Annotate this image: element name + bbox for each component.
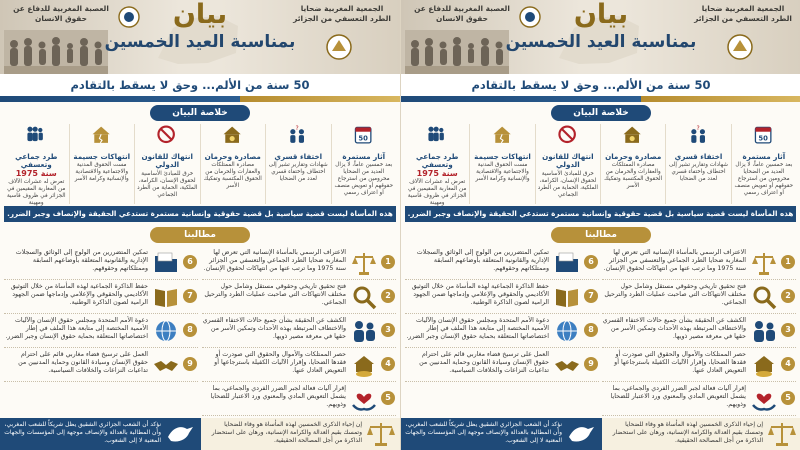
summary-card-title: آثار مستمرة	[342, 152, 386, 161]
summary-card	[265, 124, 331, 204]
summary-card-title: طرد جماعي وتعسفي	[15, 152, 58, 170]
scales-of-justice-icon	[767, 421, 797, 447]
summary-card	[731, 124, 796, 204]
un-globe-icon	[152, 317, 180, 345]
justice-scale-icon	[750, 249, 778, 277]
demand-text: دعوة الأمم المتحدة ومجلس حقوق الإنسان والآليات الأممية المختصة إلى متابعة هذا الملف في إطار اختصاصاتها المتعلقة بحماية حقوق الإنسان وجبر الضرر.	[406, 317, 549, 341]
demand-item	[405, 280, 599, 314]
svg-text:?: ?	[295, 125, 299, 132]
organization-logo	[326, 34, 352, 60]
handshake-icon	[152, 351, 180, 379]
summary-card-title: اختفاء قسري	[674, 152, 723, 161]
demand-item	[602, 382, 796, 416]
demand-number: 6	[183, 255, 197, 269]
summary-heading: خلاصة البيان	[150, 105, 250, 121]
refugee-crowd-illustration	[4, 30, 108, 74]
magnifier-icon	[350, 283, 378, 311]
demands-column-left	[4, 246, 198, 416]
header	[0, 0, 400, 74]
demand-item	[202, 382, 396, 416]
demand-text: الكشف عن الحقيقة بشأن جميع حالات الاختفاء القسري والاختطاف المرتبطة بهذه الأحداث وتمكين الأسر من حقها في معرفة مصير ذويها.	[602, 317, 746, 341]
calendar-50-icon	[351, 124, 377, 148]
demand-number: 7	[183, 289, 197, 303]
demand-text: إقرار آليات فعالة لجبر الضرر الفردي والجماعي، بما يشمل التعويض المادي والمعنوي ورد الاعتبار للضحايا وذويهم.	[610, 385, 746, 409]
demand-text: حفظ الذاكرة الجماعية لهذه المأساة من خلال التوثيق الأكاديمي والحقوقي والإعلامي وإدماجها ضمن الجهود الرامية لصون الذاكرة الوطنية.	[10, 283, 148, 307]
association-name: الجمعية المغربية ضحايا الطرد التعسفي من الجزائر	[293, 4, 391, 23]
demand-item	[4, 246, 198, 280]
summary-card-title: اختفاء قسري	[274, 152, 323, 161]
summary-card-desc: مصادرة الممتلكات والعقارات والحرمان من الحقوق المكتسبة وتفكيك الأسر	[604, 162, 663, 190]
house-money-icon	[220, 124, 246, 148]
demand-text: فتح تحقيق تاريخي وحقوقي مستقل وشامل حول مختلف الانتهاكات التي صاحبت عمليات الطرد والترحيل الجماعي.	[604, 283, 746, 307]
footer	[0, 418, 400, 450]
dove-icon	[165, 421, 195, 447]
demand-item	[602, 280, 796, 314]
heart-hands-icon	[750, 385, 778, 413]
footer-memory-note	[201, 418, 400, 450]
demand-item	[4, 348, 198, 382]
broken-house-icon	[490, 124, 516, 148]
summary-cards	[4, 124, 396, 207]
calendar-50-icon	[751, 124, 777, 148]
summary-card-desc: بعد خمسين عاماً، لا يزال العديد من الضحايا محرومين من استرجاع حقوقهم أو تعويض منصف أو اعتراف رسمي	[334, 162, 394, 197]
footer-memory-note	[602, 418, 800, 450]
demands-heading: مطالبنا	[551, 227, 651, 243]
people-icon	[350, 317, 378, 345]
footer	[401, 418, 800, 450]
un-globe-icon	[553, 317, 581, 345]
demand-number: 4	[781, 357, 795, 371]
summary-card-desc: تعرض له عشرات الآلاف من المغاربة المقيمين في الجزائر في ظروف قاسية ومهينة	[6, 179, 66, 207]
handshake-icon	[553, 351, 581, 379]
summary-card	[469, 124, 534, 204]
demand-item	[405, 314, 599, 348]
footer-memory-text: إن إحياء الذكرى الخمسين لهذه المأساة هو وفاء للضحايا وتمسك بقيم العدالة والكرامة الإنسانية، ورهان على استحضار الذاكرة من أجل المصالحة الحقيقية.	[612, 421, 763, 444]
demand-item	[602, 314, 796, 348]
demand-number: 2	[381, 289, 395, 303]
families-icon	[23, 124, 49, 148]
demand-number: 5	[381, 391, 395, 405]
demand-number: 2	[781, 289, 795, 303]
demand-item	[602, 348, 796, 382]
summary-card	[535, 124, 600, 204]
demand-number: 3	[381, 323, 395, 337]
slogan-text: 50 سنة من الألم... وحق لا يسقط بالتقادم	[70, 78, 310, 92]
summary-card-desc: شهادات وتقارير تشير إلى اختطاف واختفاء قسري لعدد من الضحايا	[669, 162, 728, 183]
summary-card-desc: خرق للمبادئ الأساسية لحقوق الإنسان، الكرامة، الملكية، الحماية من الطرد الجماعي	[537, 170, 598, 198]
demand-text: تمكين المتضررين من الولوج إلى الوثائق والسجلات الإدارية والقانونية المتعلقة بأوضاعهم السابقة وممتلكاتهم وحقوقهم.	[15, 249, 148, 273]
summary-card-title: مصادرة وحرمان	[204, 152, 261, 161]
people-question-icon	[285, 124, 311, 148]
book-icon	[152, 283, 180, 311]
league-name: العصبة المغربية للدفاع عن حقوق الانسان	[13, 4, 109, 23]
summary-card-title: انتهاك للقانون الدولي	[141, 152, 193, 170]
coins-house-icon	[750, 351, 778, 379]
folder-icon	[553, 249, 581, 277]
demand-text: حفظ الذاكرة الجماعية لهذه المأساة من خلال التوثيق الأكاديمي والحقوقي والإعلامي وإدماجها ضمن الجهود الرامية لصون الذاكرة الوطنية.	[411, 283, 549, 307]
summary-card-title: انتهاك للقانون الدولي	[542, 152, 594, 170]
summary-card-desc: مصادرة الممتلكات والعقارات والحرمان من الحقوق المكتسبة وتفكيك الأسر	[203, 162, 262, 190]
demand-item	[202, 280, 396, 314]
banner-stripe	[401, 96, 800, 102]
page-title: بيان	[172, 0, 228, 30]
footer-peoples-text: نؤكد أن الشعب الجزائري الشقيق يظل شريكاً للشعب المغربي، وأن المطالبة بالعدالة والإنصاف موجهة إلى المؤسسات والجهات المعنية لا إلى الشعوب.	[405, 421, 562, 444]
summary-card	[4, 124, 69, 207]
svg-text:50: 50	[758, 134, 768, 143]
summary-card-desc: تعرض له عشرات الآلاف من المغاربة المقيمين في الجزائر في ظروف قاسية ومهينة	[407, 179, 467, 207]
demand-number: 7	[584, 289, 598, 303]
summary-card-title: انتهاكات جسيمة	[73, 152, 131, 161]
slogan-banner	[401, 74, 800, 102]
demand-number: 3	[781, 323, 795, 337]
summary-card-desc: شهادات وتقارير تشير إلى اختطاف واختفاء قسري لعدد من الضحايا	[268, 162, 328, 183]
demands-heading: مطالبنا	[150, 227, 250, 243]
demand-text: تمكين المتضررين من الولوج إلى الوثائق والسجلات الإدارية والقانونية المتعلقة بأوضاعهم السابقة وممتلكاتهم وحقوقهم.	[416, 249, 549, 273]
summary-card	[600, 124, 665, 204]
summary-card-title: مصادرة وحرمان	[605, 152, 662, 161]
prohibition-icon	[555, 124, 581, 148]
demand-text: فتح تحقيق تاريخي وحقوقي مستقل وشامل حول مختلف الانتهاكات التي صاحبت عمليات الطرد والترحيل الجماعي.	[204, 283, 346, 307]
demand-number: 8	[183, 323, 197, 337]
summary-heading: خلاصة البيان	[551, 105, 651, 121]
demand-item	[4, 280, 198, 314]
demand-text: الاعتراف الرسمي بالمأساة الإنسانية التي تعرض لها المغاربة ضحايا الطرد الجماعي والتعسفي من الجزائر سنة 1975 وما ترتب عنها من انتهاكات لحقوق الإنسان.	[603, 249, 746, 273]
demand-number: 4	[381, 357, 395, 371]
summary-card-title: انتهاكات جسيمة	[474, 152, 531, 161]
summary-card-desc: مست الحقوق المدنية والاجتماعية والاقتصادية والإنسانية وكرامة الأسر	[475, 162, 530, 183]
svg-text:50: 50	[358, 134, 368, 143]
summary-card-desc: بعد خمسين عاماً، لا يزال العديد من الضحايا محرومين من استرجاع حقوقهم أو تعويض منصف أو اعتراف رسمي	[734, 162, 794, 197]
house-money-icon	[620, 124, 646, 148]
demands-section	[4, 246, 396, 416]
demand-number: 1	[381, 255, 395, 269]
families-icon	[424, 124, 450, 148]
summary-card	[331, 124, 397, 204]
page-subtitle: بمناسبة العيد الخمسين	[104, 32, 296, 52]
league-name: العصبة المغربية للدفاع عن حقوق الانسان	[414, 4, 510, 23]
demand-text: حصر الممتلكات والأموال والحقوق التي صودرت أو فقدها الضحايا، وإقرار الآليات الكفيلة باسترجاعها أو التعويض العادل عنها.	[214, 351, 346, 375]
summary-card-year: سنة 1975	[416, 168, 458, 178]
people-icon	[750, 317, 778, 345]
statement-page-copy-right	[400, 0, 800, 450]
slogan-banner	[0, 74, 400, 102]
slogan-text: 50 سنة من الألم... وحق لا يسقط بالتقادم	[471, 78, 711, 92]
coins-house-icon	[350, 351, 378, 379]
demand-number: 8	[584, 323, 598, 337]
footer-peoples-text: نؤكد أن الشعب الجزائري الشقيق يظل شريكاً للشعب المغربي، وأن المطالبة بالعدالة والإنصاف موجهة إلى المؤسسات والجهات المعنية لا إلى الشعوب.	[4, 421, 161, 444]
page-title: بيان	[573, 0, 629, 30]
footer-peoples-note	[0, 418, 199, 450]
demand-text: الاعتراف الرسمي بالمأساة الإنسانية التي تعرض لها المغاربة ضحايا الطرد الجماعي والتعسفي من الجزائر سنة 1975 وما ترتب عنها من انتهاكات لحقوق الإنسان.	[203, 249, 346, 273]
summary-card-title: آثار مستمرة	[742, 152, 786, 161]
summary-card-title: طرد جماعي وتعسفي	[416, 152, 459, 170]
footer-memory-text: إن إحياء الذكرى الخمسين لهذه المأساة هو وفاء للضحايا وتمسك بقيم العدالة والكرامة الإنسانية، ورهان على استحضار الذاكرة من أجل المصالحة الحقيقية.	[211, 421, 362, 444]
svg-text:?: ?	[696, 125, 700, 132]
demands-column-right	[602, 246, 796, 416]
demand-number: 6	[584, 255, 598, 269]
demand-item	[4, 314, 198, 348]
justice-scale-icon	[350, 249, 378, 277]
demand-item	[202, 348, 396, 382]
summary-card-desc: خرق للمبادئ الأساسية لحقوق الإنسان، الكرامة، الملكية، الحماية من الطرد الجماعي	[137, 170, 198, 198]
demand-text: الكشف عن الحقيقة بشأن جميع حالات الاختفاء القسري والاختطاف المرتبطة بهذه الأحداث وتمكين الأسر من حقها في معرفة مصير ذويها.	[202, 317, 346, 341]
prohibition-icon	[154, 124, 180, 148]
demands-column-left	[405, 246, 599, 416]
footer-peoples-note	[401, 418, 600, 450]
demand-text: حصر الممتلكات والأموال والحقوق التي صودرت أو فقدها الضحايا، وإقرار الآليات الكفيلة باسترجاعها أو التعويض العادل عنها.	[614, 351, 746, 375]
summary-card	[665, 124, 730, 204]
page-subtitle: بمناسبة العيد الخمسين	[505, 32, 697, 52]
demand-number: 9	[183, 357, 197, 371]
demand-item	[602, 246, 796, 280]
demand-item	[405, 246, 599, 280]
association-name: الجمعية المغربية ضحايا الطرد التعسفي من الجزائر	[694, 4, 792, 23]
book-icon	[553, 283, 581, 311]
demand-item	[202, 314, 396, 348]
dove-icon	[566, 421, 596, 447]
demands-section	[405, 246, 796, 416]
summary-card-desc: مست الحقوق المدنية والاجتماعية والاقتصادية والإنسانية وكرامة الأسر	[74, 162, 129, 183]
refugee-crowd-illustration	[405, 30, 509, 74]
demand-number: 1	[781, 255, 795, 269]
banner-stripe	[0, 96, 400, 102]
summary-card	[405, 124, 469, 207]
demand-text: إقرار آليات فعالة لجبر الضرر الفردي والجماعي، بما يشمل التعويض المادي والمعنوي ورد الاعتبار للضحايا وذويهم.	[210, 385, 346, 409]
summary-tagline: هذه المأساة ليست قضية سياسية بل قضية حقوقية وإنسانية مستمرة تستدعي الحقيقة والإنصاف وجبر الضرر.	[4, 206, 396, 222]
summary-card-year: سنة 1975	[15, 168, 57, 178]
summary-cards	[405, 124, 796, 207]
demand-item	[405, 348, 599, 382]
demand-text: العمل على ترسيخ فضاء مغاربي قائم على احترام حقوق الإنسان وسيادة القانون وحماية المدنيين من تداعيات النزاعات والخلافات السياسية.	[419, 351, 549, 375]
demand-number: 9	[584, 357, 598, 371]
heart-hands-icon	[350, 385, 378, 413]
demand-text: العمل على ترسيخ فضاء مغاربي قائم على احترام حقوق الإنسان وسيادة القانون وحماية المدنيين من تداعيات النزاعات والخلافات السياسية.	[18, 351, 148, 375]
magnifier-icon	[750, 283, 778, 311]
people-question-icon	[686, 124, 712, 148]
demand-number: 5	[781, 391, 795, 405]
summary-card	[200, 124, 266, 204]
summary-card	[69, 124, 135, 204]
summary-card	[134, 124, 200, 204]
demand-item	[202, 246, 396, 280]
broken-house-icon	[89, 124, 115, 148]
demand-text: دعوة الأمم المتحدة ومجلس حقوق الإنسان والآليات الأممية المختصة إلى متابعة هذا الملف في إطار اختصاصاتها المتعلقة بحماية حقوق الإنسان وجبر الضرر.	[5, 317, 148, 341]
header	[401, 0, 800, 74]
organization-logo	[727, 34, 753, 60]
demands-column-right	[202, 246, 396, 416]
summary-tagline: هذه المأساة ليست قضية سياسية بل قضية حقوقية وإنسانية مستمرة تستدعي الحقيقة والإنصاف وجبر الضرر.	[405, 206, 796, 222]
scales-of-justice-icon	[366, 421, 396, 447]
folder-icon	[152, 249, 180, 277]
